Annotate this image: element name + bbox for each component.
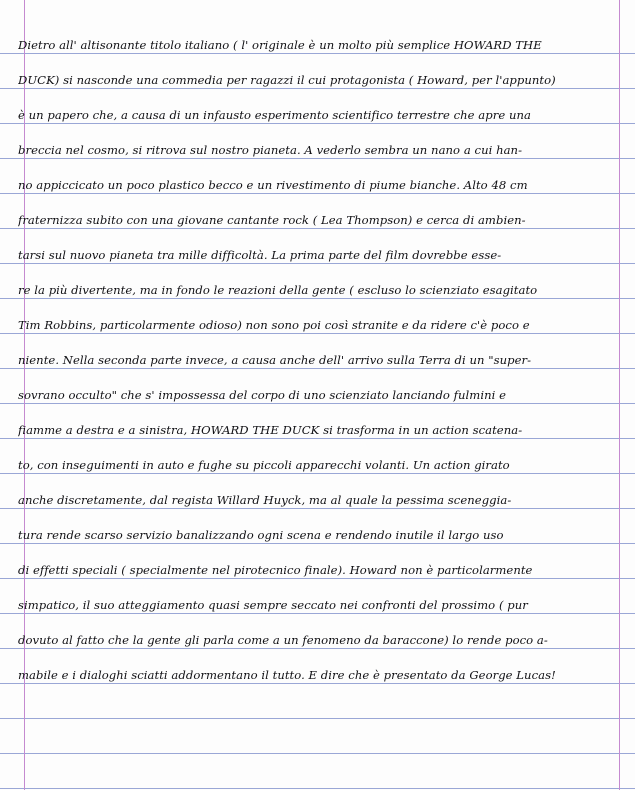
text-line: fiamme a destra e a sinistra, HOWARD THE DUCK si trasforma in un action scatena- — [18, 423, 523, 437]
text-line: no appiccicato un poco plastico becco e un rivestimento di piume bianche. Alto 48 cm — [18, 178, 528, 192]
text-line: niente. Nella seconda parte invece, a causa anche dell' arrivo sulla Terra di un "super- — [18, 353, 532, 367]
handwritten-text — [18, 28, 630, 693]
text-line: Dietro all' altisonante titolo italiano ( l' originale è un molto più semplice HOWARD THE — [18, 38, 542, 52]
text-line: tarsi sul nuovo pianeta tra mille difficoltà. La prima parte del film dovrebbe esse- — [18, 248, 502, 262]
text-line: mabile e i dialoghi sciatti addormentano il tutto. E dire che è presentato da George Lucas! — [18, 668, 556, 682]
text-line: Tim Robbins, particolarmente odioso) non sono poi così stranite e da ridere c'è poco e — [18, 318, 530, 332]
text-line: fraternizza subito con una giovane cantante rock ( Lea Thompson) e cerca di ambien- — [18, 213, 526, 227]
text-line: di effetti speciali ( specialmente nel pirotecnico finale). Howard non è particolarmente — [18, 563, 533, 577]
text-line: simpatico, il suo atteggiamento quasi sempre seccato nei confronti del prossimo ( pur — [18, 598, 528, 612]
text-line: re la più divertente, ma in fondo le reazioni della gente ( escluso lo scienziato esagitato — [18, 283, 538, 297]
text-line: breccia nel cosmo, si ritrova sul nostro pianeta. A vederlo sembra un nano a cui han- — [18, 143, 523, 157]
text-line: anche discretamente, dal regista Willard Huyck, ma al quale la pessima sceneggia- — [18, 493, 512, 507]
text-line: sovrano occulto" che s' impossessa del corpo di uno scienziato lanciando fulmini e — [18, 388, 507, 402]
text-line: è un papero che, a causa di un infausto esperimento scientifico terrestre che apre una — [18, 108, 531, 122]
text-line: tura rende scarso servizio banalizzando ogni scena e rendendo inutile il largo uso — [18, 528, 504, 542]
text-line: DUCK) si nasconde una commedia per ragazzi il cui protagonista ( Howard, per l'appunto) — [18, 73, 556, 87]
text-line: dovuto al fatto che la gente gli parla come a un fenomeno da baraccone) lo rende poco a- — [18, 633, 548, 647]
text-line: to, con inseguimenti in auto e fughe su piccoli apparecchi volanti. Un action girato — [18, 458, 510, 472]
